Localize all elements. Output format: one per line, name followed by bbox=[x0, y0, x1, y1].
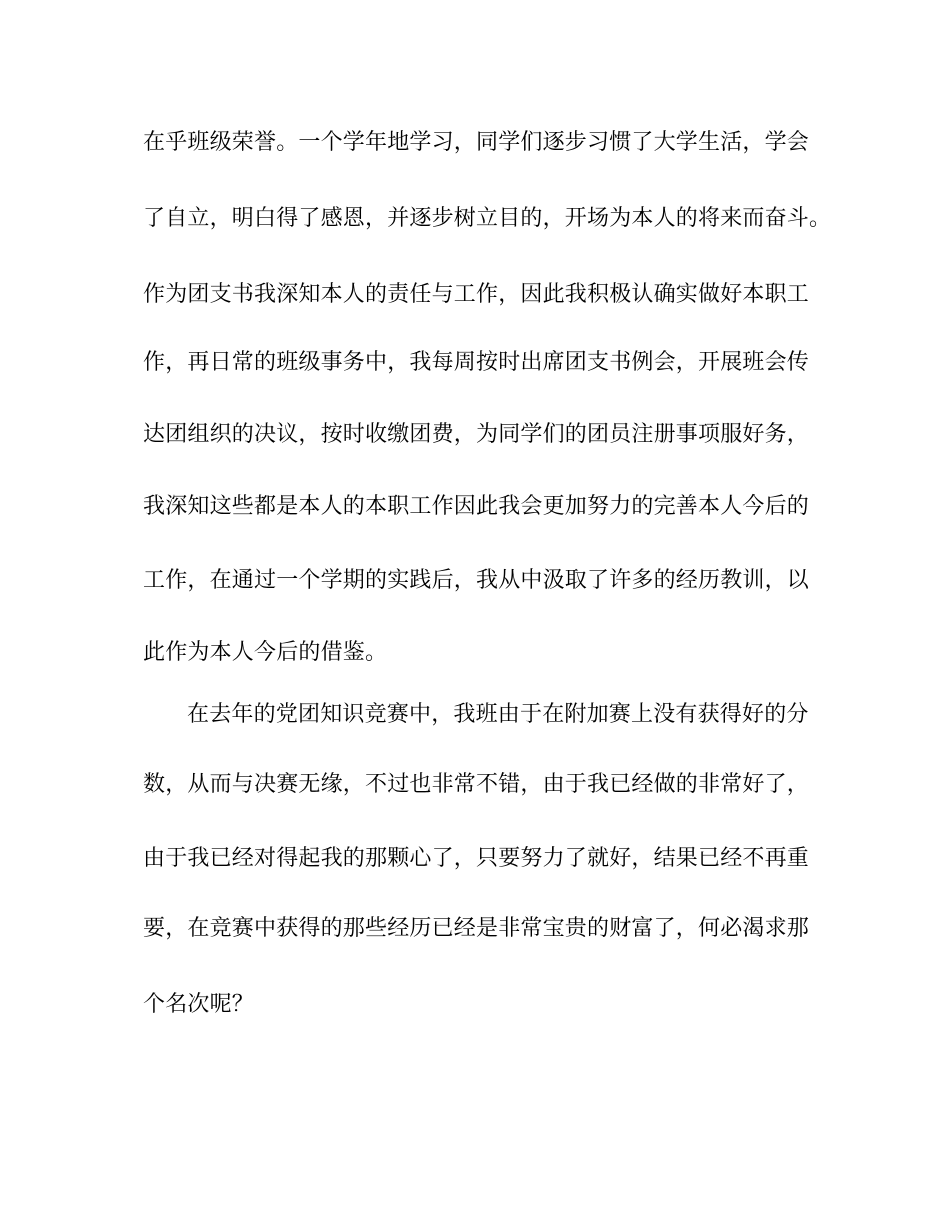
paragraph-1-line: 在乎班级荣誉。一个学年地学习，同学们逐步习惯了大学生活，学会 bbox=[143, 130, 810, 155]
paragraph-1-line: 了自立，明白得了感恩，并逐步树立目的，开场为本人的将来而奋斗。 bbox=[143, 206, 832, 231]
paragraph-2-line: 个名次呢？ bbox=[143, 992, 255, 1017]
paragraph-1-line: 工作，在通过一个学期的实践后，我从中汲取了许多的经历教训，以 bbox=[143, 568, 810, 593]
paragraph-1-line: 作，再日常的班级事务中，我每周按时出席团支书例会，开展班会传 bbox=[143, 350, 810, 375]
paragraph-1-line: 达团组织的决议，按时收缴团费，为同学们的团员注册事项服好务， bbox=[143, 422, 810, 447]
paragraph-2-line: 由于我已经对得起我的那颗心了，只要努力了就好，结果已经不再重 bbox=[143, 846, 810, 871]
paragraph-1-line: 此作为本人今后的借鉴。 bbox=[143, 640, 388, 665]
paragraph-2-line: 要，在竞赛中获得的那些经历已经是非常宝贵的财富了，何必渴求那 bbox=[143, 916, 810, 941]
paragraph-2-line: 数，从而与决赛无缘，不过也非常不错，由于我已经做的非常好了， bbox=[143, 772, 810, 797]
paragraph-1-line: 我深知这些都是本人的本职工作因此我会更加努力的完善本人今后的 bbox=[143, 494, 810, 519]
paragraph-1-line: 作为团支书我深知本人的责任与工作，因此我积极认确实做好本职工 bbox=[143, 282, 810, 307]
paragraph-2-line: 在去年的党团知识竞赛中，我班由于在附加赛上没有获得好的分 bbox=[187, 702, 809, 727]
